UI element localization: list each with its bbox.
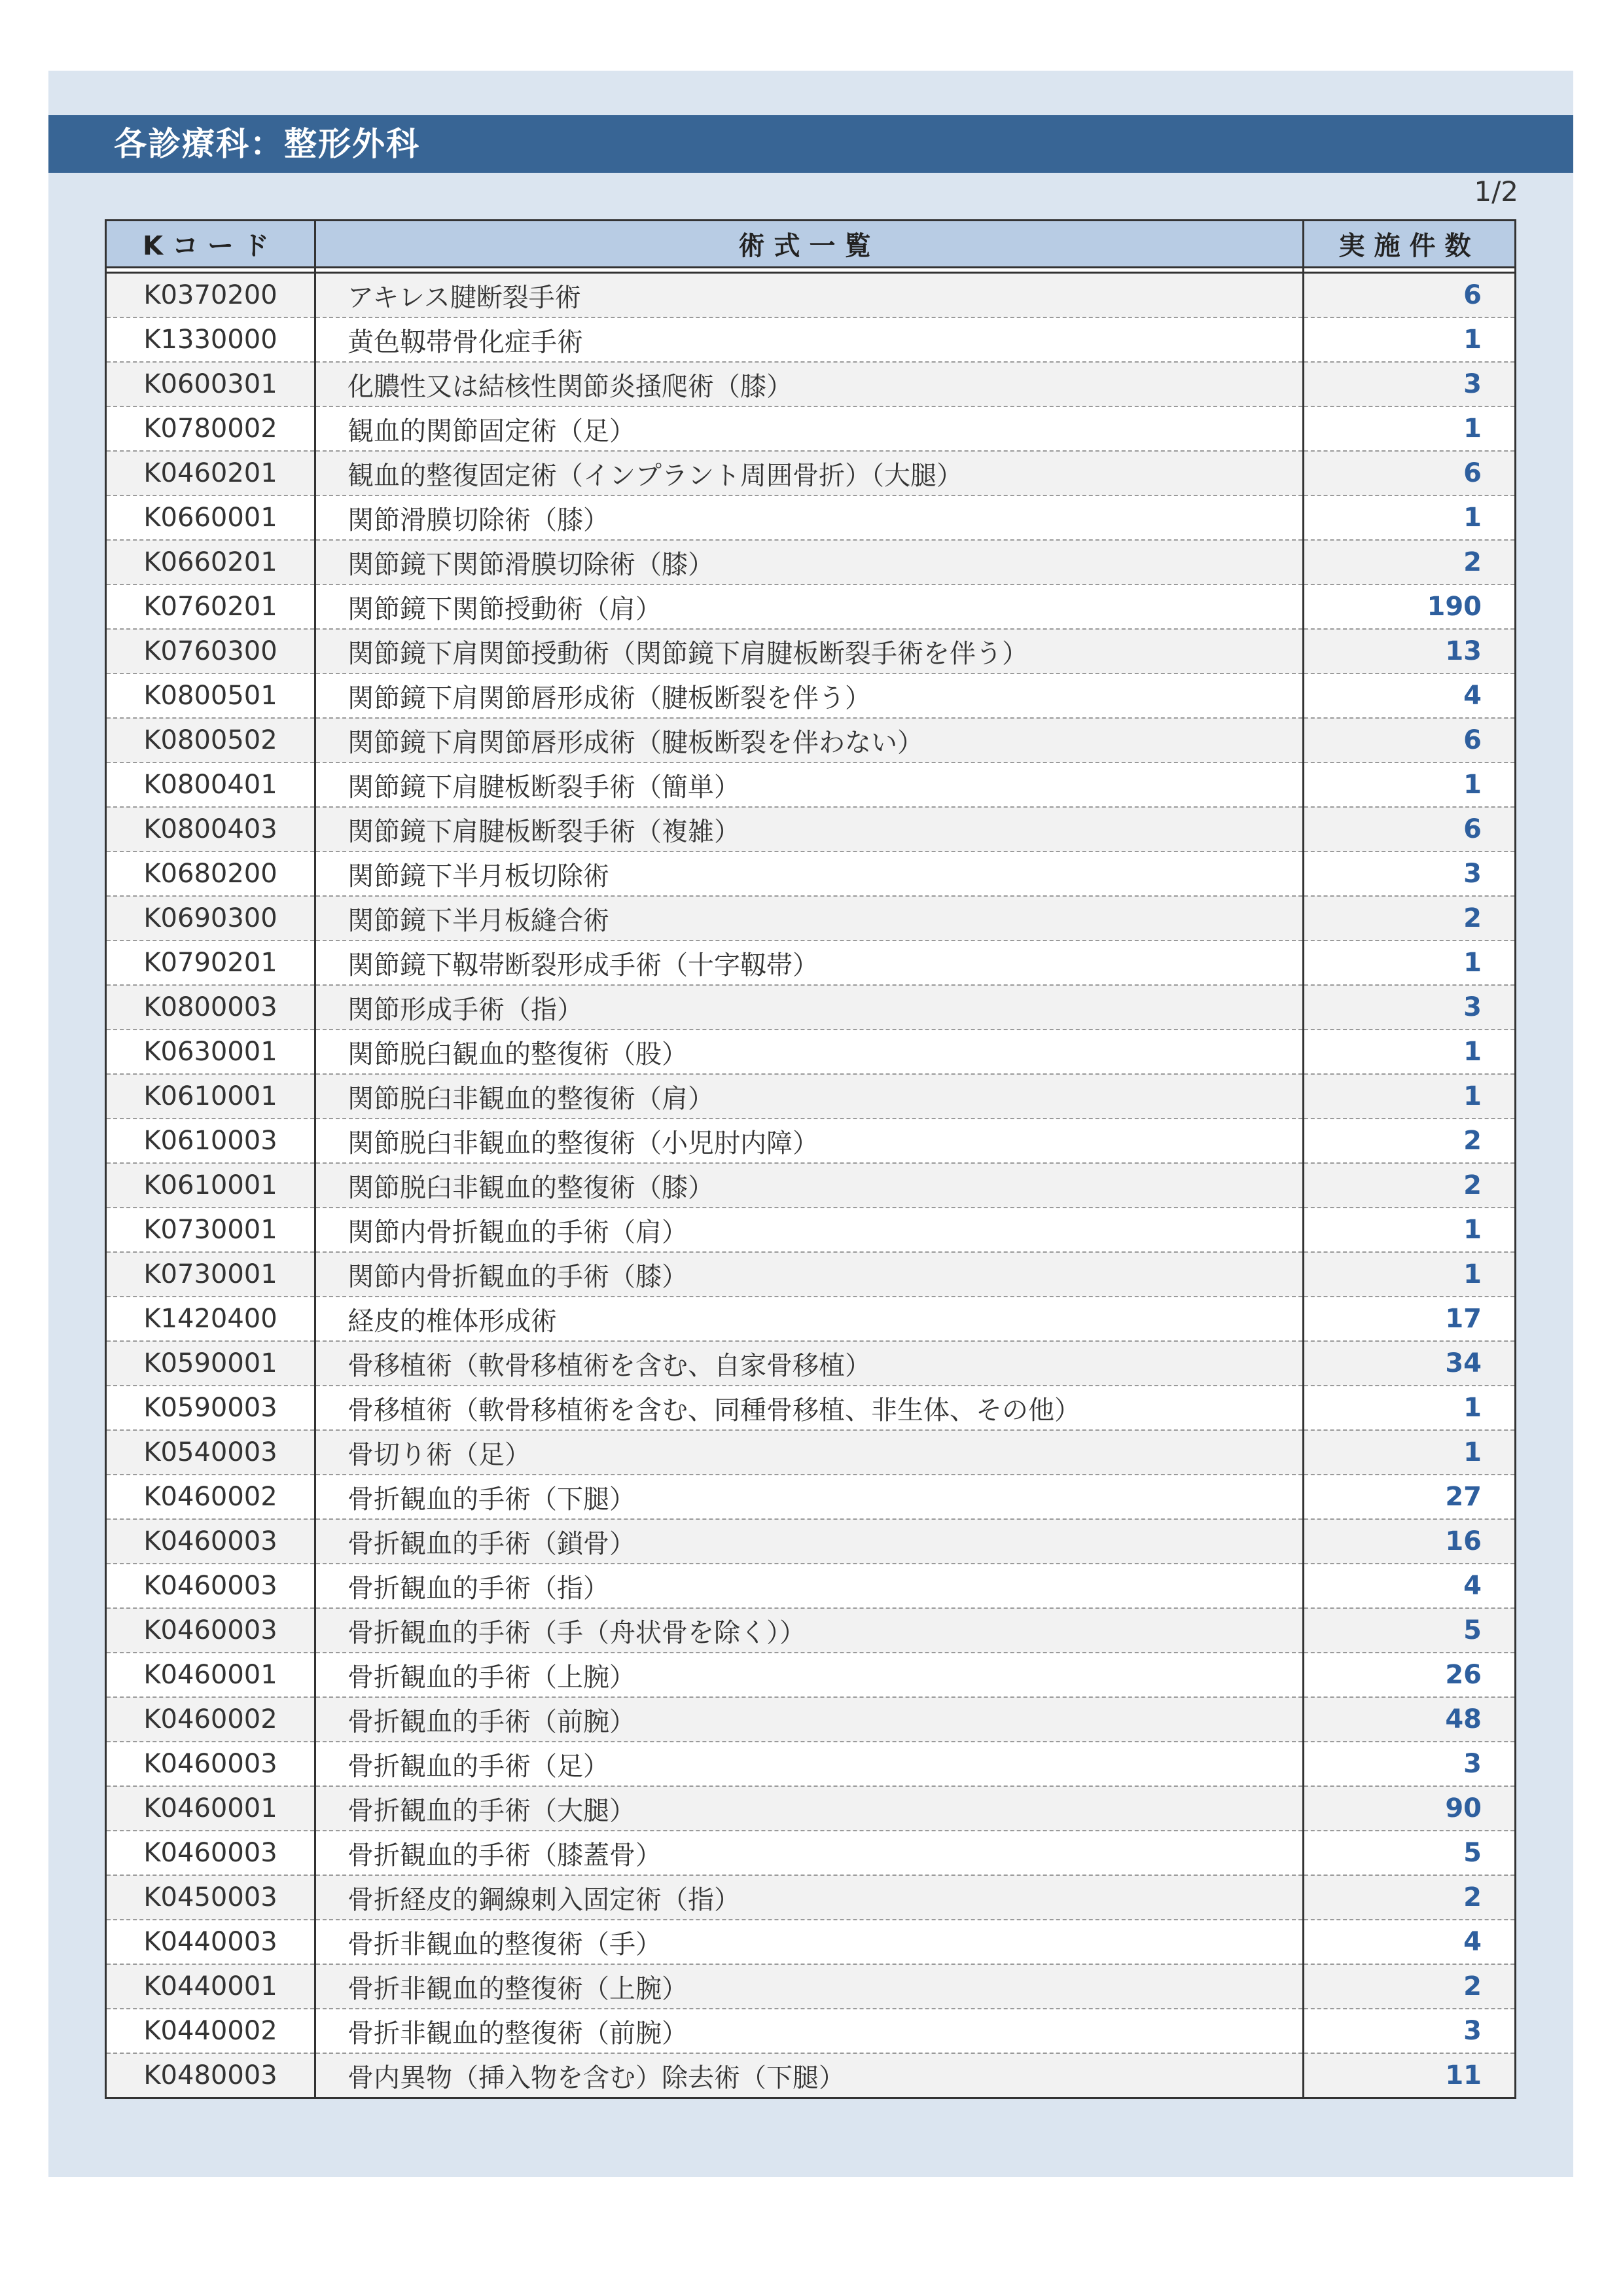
table-row bbox=[106, 1475, 1516, 1519]
procedure-count: 190 bbox=[1304, 584, 1516, 629]
procedure-name: 骨切り術（足） bbox=[315, 1430, 1304, 1475]
table-row bbox=[106, 2053, 1516, 2098]
table-body bbox=[106, 268, 1516, 2098]
procedure-count: 6 bbox=[1304, 273, 1516, 318]
procedure-count: 4 bbox=[1304, 1564, 1516, 1608]
procedure-code: K0590001 bbox=[106, 1341, 315, 1386]
procedure-code: K0680200 bbox=[106, 852, 315, 896]
table-row bbox=[106, 852, 1516, 896]
table-row bbox=[106, 273, 1516, 318]
table-row bbox=[106, 1875, 1516, 1920]
procedure-count: 13 bbox=[1304, 629, 1516, 673]
table-row bbox=[106, 495, 1516, 540]
procedure-name: 黄色靱帯骨化症手術 bbox=[315, 317, 1304, 362]
procedure-count: 11 bbox=[1304, 2053, 1516, 2098]
procedure-count: 48 bbox=[1304, 1697, 1516, 1742]
procedure-name: 関節鏡下肩腱板断裂手術（簡単） bbox=[315, 762, 1304, 807]
procedure-name: 骨折観血的手術（前腕） bbox=[315, 1697, 1304, 1742]
procedure-count: 3 bbox=[1304, 362, 1516, 406]
table-row bbox=[106, 1519, 1516, 1564]
procedure-count: 6 bbox=[1304, 718, 1516, 762]
procedure-count: 1 bbox=[1304, 1430, 1516, 1475]
table-row bbox=[106, 1386, 1516, 1430]
table-row bbox=[106, 673, 1516, 718]
procedure-count: 34 bbox=[1304, 1341, 1516, 1386]
procedure-count: 4 bbox=[1304, 1920, 1516, 1964]
table-row bbox=[106, 406, 1516, 451]
procedure-name: 骨折非観血的整復術（上腕） bbox=[315, 1964, 1304, 2009]
procedure-count: 6 bbox=[1304, 451, 1516, 495]
table-row bbox=[106, 1430, 1516, 1475]
procedure-count: 2 bbox=[1304, 1119, 1516, 1163]
procedure-name: 骨内異物（挿入物を含む）除去術（下腿） bbox=[315, 2053, 1304, 2098]
procedure-count: 6 bbox=[1304, 807, 1516, 852]
table-row bbox=[106, 1252, 1516, 1297]
procedure-name: 骨折観血的手術（鎖骨） bbox=[315, 1519, 1304, 1564]
procedure-count: 1 bbox=[1304, 317, 1516, 362]
procedure-count: 1 bbox=[1304, 406, 1516, 451]
table-row bbox=[106, 1964, 1516, 2009]
procedure-count: 3 bbox=[1304, 852, 1516, 896]
procedure-code: K0660201 bbox=[106, 540, 315, 584]
table-row bbox=[106, 1742, 1516, 1786]
procedure-code: K0610001 bbox=[106, 1163, 315, 1208]
procedure-count: 1 bbox=[1304, 941, 1516, 985]
procedure-code: K0460002 bbox=[106, 1475, 315, 1519]
procedure-code: K0800003 bbox=[106, 985, 315, 1030]
procedure-code: K0460002 bbox=[106, 1697, 315, 1742]
procedure-name: 関節鏡下関節滑膜切除術（膝） bbox=[315, 540, 1304, 584]
procedure-code: K0660001 bbox=[106, 495, 315, 540]
procedure-code: K0460001 bbox=[106, 1653, 315, 1697]
procedure-name: 骨折観血的手術（上腕） bbox=[315, 1653, 1304, 1697]
procedure-name: 骨折観血的手術（足） bbox=[315, 1742, 1304, 1786]
table-row bbox=[106, 1786, 1516, 1831]
procedure-name: 骨折観血的手術（手（舟状骨を除く）） bbox=[315, 1608, 1304, 1653]
procedure-code: K0690300 bbox=[106, 896, 315, 941]
procedure-name: 骨折観血的手術（膝蓋骨） bbox=[315, 1831, 1304, 1875]
procedure-name: 関節脱臼非観血的整復術（肩） bbox=[315, 1074, 1304, 1119]
procedure-count: 3 bbox=[1304, 1742, 1516, 1786]
procedure-code: K0450003 bbox=[106, 1875, 315, 1920]
procedure-count: 5 bbox=[1304, 1608, 1516, 1653]
column-header-procedure: 術式一覧 bbox=[315, 221, 1304, 268]
procedure-count: 2 bbox=[1304, 540, 1516, 584]
procedure-code: K0800403 bbox=[106, 807, 315, 852]
table-row bbox=[106, 1564, 1516, 1608]
table-row bbox=[106, 1163, 1516, 1208]
procedure-count: 1 bbox=[1304, 495, 1516, 540]
procedure-count: 1 bbox=[1304, 1208, 1516, 1252]
procedure-name: 観血的整復固定術（インプラント周囲骨折）（大腿） bbox=[315, 451, 1304, 495]
procedure-name: 関節鏡下肩腱板断裂手術（複雑） bbox=[315, 807, 1304, 852]
table-row bbox=[106, 362, 1516, 406]
column-header-code: Kコード bbox=[106, 221, 315, 268]
procedure-count: 16 bbox=[1304, 1519, 1516, 1564]
table-row bbox=[106, 807, 1516, 852]
table-row bbox=[106, 1831, 1516, 1875]
procedure-code: K0760201 bbox=[106, 584, 315, 629]
procedure-count: 17 bbox=[1304, 1297, 1516, 1341]
procedure-code: K0460003 bbox=[106, 1608, 315, 1653]
procedure-name: アキレス腱断裂手術 bbox=[315, 273, 1304, 318]
procedure-code: K0480003 bbox=[106, 2053, 315, 2098]
procedure-name: 経皮的椎体形成術 bbox=[315, 1297, 1304, 1341]
table-row bbox=[106, 941, 1516, 985]
procedure-code: K0540003 bbox=[106, 1430, 315, 1475]
procedure-name: 骨移植術（軟骨移植術を含む、同種骨移植、非生体、その他） bbox=[315, 1386, 1304, 1430]
table-row bbox=[106, 1341, 1516, 1386]
procedure-code: K0460003 bbox=[106, 1831, 315, 1875]
procedure-count: 90 bbox=[1304, 1786, 1516, 1831]
procedure-code: K0590003 bbox=[106, 1386, 315, 1430]
procedure-count: 26 bbox=[1304, 1653, 1516, 1697]
procedure-code: K0630001 bbox=[106, 1030, 315, 1074]
procedure-table bbox=[105, 219, 1516, 2099]
table-row bbox=[106, 985, 1516, 1030]
procedure-code: K0800501 bbox=[106, 673, 315, 718]
procedure-name: 関節内骨折観血的手術（肩） bbox=[315, 1208, 1304, 1252]
procedure-name: 関節鏡下肩関節唇形成術（腱板断裂を伴わない） bbox=[315, 718, 1304, 762]
procedure-code: K0800401 bbox=[106, 762, 315, 807]
procedure-count: 1 bbox=[1304, 1030, 1516, 1074]
table-row bbox=[106, 1697, 1516, 1742]
table-row bbox=[106, 2009, 1516, 2053]
table-row bbox=[106, 451, 1516, 495]
procedure-count: 2 bbox=[1304, 896, 1516, 941]
procedure-name: 化膿性又は結核性関節炎掻爬術（膝） bbox=[315, 362, 1304, 406]
procedure-name: 観血的関節固定術（足） bbox=[315, 406, 1304, 451]
table-row bbox=[106, 1608, 1516, 1653]
procedure-code: K0440002 bbox=[106, 2009, 315, 2053]
page-number: 1/2 bbox=[1474, 175, 1518, 207]
procedure-name: 骨折観血的手術（下腿） bbox=[315, 1475, 1304, 1519]
procedure-code: K0460001 bbox=[106, 1786, 315, 1831]
procedure-name: 関節滑膜切除術（膝） bbox=[315, 495, 1304, 540]
table-row bbox=[106, 762, 1516, 807]
header-spacer-row bbox=[106, 268, 1516, 273]
table-row bbox=[106, 1208, 1516, 1252]
procedure-name: 関節鏡下肩関節授動術（関節鏡下肩腱板断裂手術を伴う） bbox=[315, 629, 1304, 673]
table-header-row bbox=[106, 221, 1516, 268]
procedure-code: K0370200 bbox=[106, 273, 315, 318]
procedure-name: 関節鏡下肩関節唇形成術（腱板断裂を伴う） bbox=[315, 673, 1304, 718]
procedure-code: K0730001 bbox=[106, 1252, 315, 1297]
procedure-name: 関節鏡下関節授動術（肩） bbox=[315, 584, 1304, 629]
procedure-count: 2 bbox=[1304, 1875, 1516, 1920]
table-row bbox=[106, 1653, 1516, 1697]
procedure-code: K0440001 bbox=[106, 1964, 315, 2009]
procedure-count: 1 bbox=[1304, 1386, 1516, 1430]
procedure-name: 関節鏡下半月板切除術 bbox=[315, 852, 1304, 896]
procedure-code: K0610003 bbox=[106, 1119, 315, 1163]
procedure-count: 1 bbox=[1304, 1252, 1516, 1297]
column-header-count: 実施件数 bbox=[1304, 221, 1516, 268]
procedure-code: K1330000 bbox=[106, 317, 315, 362]
table-row bbox=[106, 718, 1516, 762]
table-row bbox=[106, 317, 1516, 362]
procedure-code: K0460201 bbox=[106, 451, 315, 495]
table-row bbox=[106, 1119, 1516, 1163]
procedure-code: K0600301 bbox=[106, 362, 315, 406]
procedure-count: 27 bbox=[1304, 1475, 1516, 1519]
procedure-code: K0800502 bbox=[106, 718, 315, 762]
procedure-name: 骨折経皮的鋼線刺入固定術（指） bbox=[315, 1875, 1304, 1920]
procedure-code: K0460003 bbox=[106, 1742, 315, 1786]
table-row bbox=[106, 896, 1516, 941]
table-row bbox=[106, 629, 1516, 673]
procedure-count: 1 bbox=[1304, 1074, 1516, 1119]
procedure-name: 関節脱臼非観血的整復術（小児肘内障） bbox=[315, 1119, 1304, 1163]
procedure-name: 関節内骨折観血的手術（膝） bbox=[315, 1252, 1304, 1297]
table-row bbox=[106, 540, 1516, 584]
table-row bbox=[106, 584, 1516, 629]
table-row bbox=[106, 1920, 1516, 1964]
procedure-name: 骨折観血的手術（指） bbox=[315, 1564, 1304, 1608]
procedure-name: 関節脱臼非観血的整復術（膝） bbox=[315, 1163, 1304, 1208]
procedure-code: K0760300 bbox=[106, 629, 315, 673]
procedure-count: 2 bbox=[1304, 1163, 1516, 1208]
procedure-name: 骨折非観血的整復術（前腕） bbox=[315, 2009, 1304, 2053]
procedure-code: K0610001 bbox=[106, 1074, 315, 1119]
page-title: 各診療科：整形外科 bbox=[114, 125, 420, 163]
procedure-count: 3 bbox=[1304, 2009, 1516, 2053]
procedure-name: 関節脱臼観血的整復術（股） bbox=[315, 1030, 1304, 1074]
procedure-code: K0730001 bbox=[106, 1208, 315, 1252]
procedure-code: K0790201 bbox=[106, 941, 315, 985]
procedure-name: 骨折観血的手術（大腿） bbox=[315, 1786, 1304, 1831]
procedure-name: 骨折非観血的整復術（手） bbox=[315, 1920, 1304, 1964]
procedure-count: 2 bbox=[1304, 1964, 1516, 2009]
procedure-count: 4 bbox=[1304, 673, 1516, 718]
procedure-name: 骨移植術（軟骨移植術を含む、自家骨移植） bbox=[315, 1341, 1304, 1386]
table-row bbox=[106, 1030, 1516, 1074]
table-row bbox=[106, 1074, 1516, 1119]
table-row bbox=[106, 1297, 1516, 1341]
title-bar bbox=[48, 115, 1573, 173]
procedure-code: K0460003 bbox=[106, 1519, 315, 1564]
procedure-count: 1 bbox=[1304, 762, 1516, 807]
procedure-code: K1420400 bbox=[106, 1297, 315, 1341]
procedure-name: 関節鏡下靱帯断裂形成手術（十字靱帯） bbox=[315, 941, 1304, 985]
procedure-code: K0440003 bbox=[106, 1920, 315, 1964]
procedure-count: 3 bbox=[1304, 985, 1516, 1030]
procedure-name: 関節形成手術（指） bbox=[315, 985, 1304, 1030]
procedure-name: 関節鏡下半月板縫合術 bbox=[315, 896, 1304, 941]
procedure-code: K0780002 bbox=[106, 406, 315, 451]
procedure-code: K0460003 bbox=[106, 1564, 315, 1608]
procedure-count: 5 bbox=[1304, 1831, 1516, 1875]
